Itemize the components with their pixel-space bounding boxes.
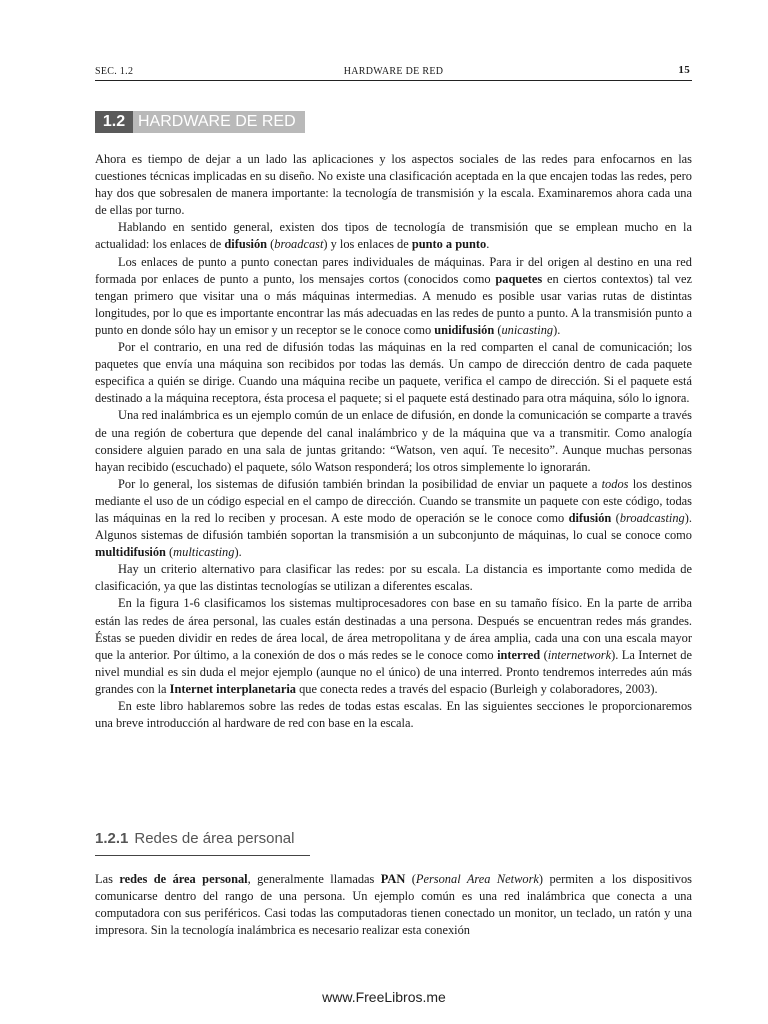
text-span: que conecta redes a través del espacio (Burleigh y colaboradores, 2003).: [295, 681, 658, 696]
text-span: (: [611, 510, 620, 525]
text-span: ).: [553, 322, 561, 337]
section-body: [95, 151, 692, 732]
paragraph-4: [95, 339, 692, 407]
text-span: ).: [234, 545, 242, 560]
text-span: Por lo general, los sistemas de difusión también brindan la posibilidad de enviar un paquete a: [118, 476, 602, 491]
running-header: [95, 64, 692, 80]
page-number: 15: [678, 64, 690, 76]
term-multidifusion: multidifusión: [95, 545, 166, 560]
term-unicasting: unicasting: [501, 322, 554, 337]
text-span: ). Algunos sistemas de difusión también soportan la transmisión a un subconjunto de máquinas, lo cual se conoce como: [95, 510, 692, 543]
section-title: HARDWARE DE RED: [133, 111, 305, 133]
text-span: Por el contrario, en una red de difusión todas las máquinas en la red comparten el canal de comunicación; los paquetes que envía una máquina son recibidos por todas las demás. Un campo de dirección dentro de cada paquete especifica a quién se dirige. Cuando una máquina recibe un paquete, verifica el campo de dirección. Si el paquete está destinado a la máquina receptora, ésta procesa el paquete; si el paquete está destinado para otra máquina, sólo lo ignora.: [95, 340, 692, 406]
text-span: Las: [95, 872, 120, 886]
text-span: (: [540, 647, 548, 662]
text-span: , generalmente llamadas: [247, 872, 381, 886]
text-span: Hablando en sentido general, existen dos tipos de tecnología de transmisión que se emplean mucho en la actualidad: los enlaces de: [95, 220, 692, 252]
section-heading: [95, 111, 305, 133]
term-broadcasting: broadcasting: [619, 510, 685, 525]
subsection-body: [95, 871, 692, 939]
term-personal-area-network: Personal Area Network: [415, 872, 539, 886]
text-span: (: [165, 545, 174, 560]
subsection-title: Redes de área personal: [134, 830, 295, 847]
text-span: (: [267, 237, 275, 252]
text-span: Una red inalámbrica es un ejemplo común de un enlace de difusión, en donde la comunicación se comparte a través de una región de cobertura que depende del canal inalámbrico y de la máquina que va a transmitir. Como analogía considere alguien parado en una sala de juntas gritando: “Watson, ven aquí. Te necesito”. Aunque muchas personas hayan recibido (escuchado) el paquete, sólo Watson responderá; los otros simplemente lo ignorarán.: [95, 408, 692, 474]
text-span: ) y los enlaces de: [323, 237, 412, 252]
term-internet-interplanetaria: Internet interplanetaria: [169, 681, 296, 696]
term-todos: todos: [601, 476, 629, 491]
text-span: en ciertos contextos) tal vez tengan primero que visitar una o más máquinas intermedias. A menudo es posible usar varias rutas de distintas longitudes, por lo que es importante encontrar las más adecuadas en las redes de punto a punto. A la transmisión punto a punto en donde sólo hay un emisor y un receptor se le conoce como: [95, 271, 692, 337]
paragraph-7: [95, 561, 692, 595]
term-broadcast: broadcast: [274, 237, 324, 252]
paragraph-5: [95, 407, 692, 475]
text-span: Hay un criterio alternativo para clasificar las redes: por su escala. La distancia es importante como medida de clasificación, ya que las distintas tecnologías se utilizan a diferentes escalas.: [95, 562, 692, 594]
text-span: (: [494, 322, 502, 337]
term-redes-area-personal: redes de área personal: [119, 872, 248, 886]
text-span: En la figura 1-6 clasificamos los sistemas multiprocesadores con base en su tamaño físico. En la parte de arriba están las redes de área personal, las cuales están destinadas a una persona. Después se encuentran redes más grandes. Éstas se pueden dividir en redes de área local, de área metropolitana y de área amplia, cada una con una escala mayor que la anterior. Por último, a la conexión de dos o más redes se le conoce como: [95, 596, 692, 662]
text-span: .: [486, 237, 490, 252]
section-number: 1.2: [95, 111, 133, 133]
paragraph-2: [95, 219, 692, 253]
header-rule: [95, 80, 692, 81]
text-span: los destinos mediante el uso de un código especial en el campo de dirección. Cuando se transmite un paquete con este código, todas las máquinas en la red lo reciben y procesan. A este modo de operación se le conoce como: [95, 476, 692, 525]
paragraph-1: [95, 151, 692, 219]
header-section-ref: SEC. 1.2: [95, 66, 134, 77]
text-span: Los enlaces de punto a punto conectan pares individuales de máquinas. Para ir del origen al destino en una red formada por enlaces de punto a punto, los mensajes cortos (conocidos como: [95, 254, 692, 286]
term-pan: PAN: [380, 872, 406, 886]
header-title: HARDWARE DE RED: [343, 66, 444, 77]
subsection-rule: [95, 855, 310, 856]
text-span: ). La Internet de nivel mundial es sin duda el mejor ejemplo (aunque no el único) de una interred. Pronto tendremos interredes aún más grandes con la: [95, 647, 692, 696]
paragraph-6: [95, 476, 692, 561]
term-interred: interred: [497, 647, 541, 662]
term-difusion: difusión: [224, 237, 268, 252]
subsection-heading: [95, 830, 310, 856]
term-difusion: difusión: [568, 510, 612, 525]
term-internetwork: internetwork: [547, 647, 612, 662]
text-span: ) permiten a los dispositivos comunicarse dentro del rango de una persona. Un ejemplo común es una red inalámbrica que conecta a una computadora con sus periféricos. Casi todas las computadoras tienen conectado un monitor, un teclado, un ratón y una impresora. Sin la tecnología inalámbrica es necesario realizar esta conexión: [95, 872, 692, 938]
text-span: Ahora es tiempo de dejar a un lado las aplicaciones y los aspectos sociales de las redes para enfocarnos en las cuestiones técnicas implicadas en su diseño. No existe una clasificación aceptada en la que encajen todas las redes, pero hay dos que sobresalen de manera importante: la tecnología de transmisión y la escala. Examinaremos ahora cada una de ellas por turno.: [95, 152, 692, 218]
paragraph-9: [95, 698, 692, 732]
subsection-number: 1.2.1: [95, 830, 129, 847]
text-span: En este libro hablaremos sobre las redes de todas estas escalas. En las siguientes secciones le proporcionaremos una breve introducción al hardware de red con base en la escala.: [95, 699, 692, 731]
text-span: (: [405, 872, 416, 886]
paragraph-8: [95, 595, 692, 698]
term-paquetes: paquetes: [495, 271, 543, 286]
term-unidifusion: unidifusión: [434, 322, 495, 337]
paragraph-pan: [95, 871, 692, 939]
term-multicasting: multicasting: [173, 545, 235, 560]
footer-url: www.FreeLibros.me: [322, 989, 446, 1005]
paragraph-3: [95, 254, 692, 339]
term-punto-a-punto: punto a punto: [411, 237, 487, 252]
